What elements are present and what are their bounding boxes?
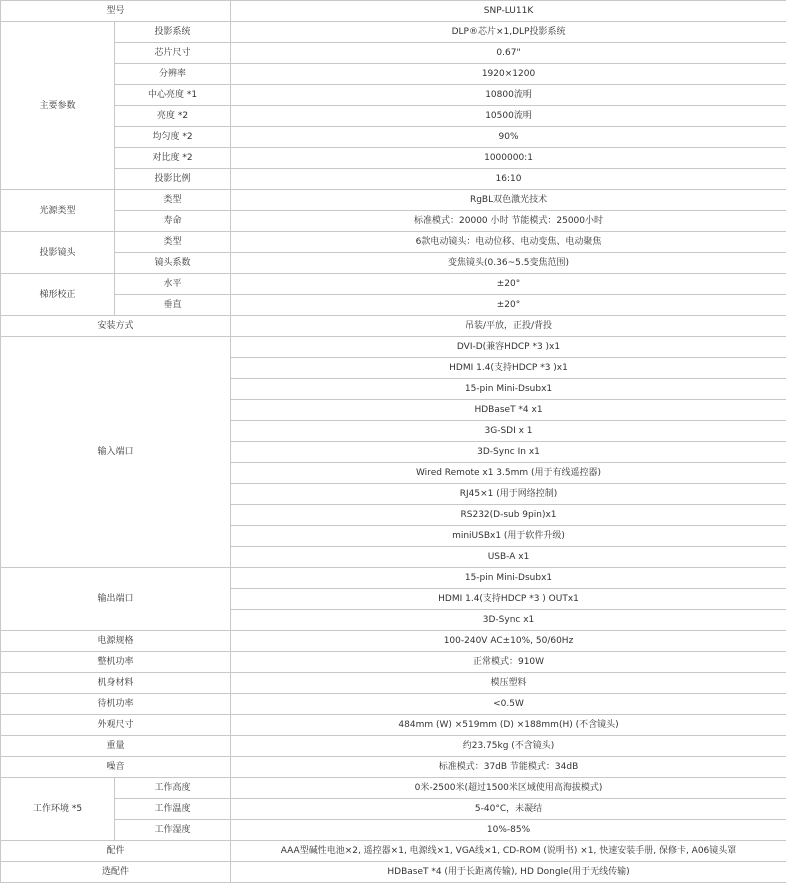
value-cell: 模压塑料: [231, 673, 786, 694]
value-cell: 5-40°C，未凝结: [231, 799, 786, 820]
table-row: [1, 190, 786, 211]
value-cell: AAA型碱性电池×2, 遥控器×1, 电源线×1, VGA线×1, CD-ROM (说明书) ×1, 快速安装手册, 保修卡, A06镜头罩: [231, 841, 786, 862]
value-cell: miniUSBx1 (用于软件升级): [231, 526, 786, 547]
table-row: [1, 337, 786, 358]
table-row: [1, 694, 786, 715]
value-cell: 吊装/平放，正投/背投: [231, 316, 786, 337]
table-row: [1, 85, 786, 106]
table-row: [1, 22, 786, 43]
table-row: [1, 211, 786, 232]
table-row: [1, 820, 786, 841]
table-row: [1, 106, 786, 127]
value-cell: ±20°: [231, 274, 786, 295]
table-row: [1, 778, 786, 799]
group-cell: 安装方式: [1, 316, 231, 337]
table-row: [1, 862, 786, 883]
table-row: [1, 1, 786, 22]
table-row: [1, 43, 786, 64]
table-row: [1, 799, 786, 820]
value-cell: 16:10: [231, 169, 786, 190]
value-cell: HDMI 1.4(支持HDCP *3 )x1: [231, 358, 786, 379]
value-cell: HDBaseT *4 x1: [231, 400, 786, 421]
group-cell: 输出端口: [1, 568, 231, 631]
item-cell: 工作湿度: [115, 820, 231, 841]
table-row: [1, 274, 786, 295]
table-row: [1, 715, 786, 736]
item-cell: 亮度 *2: [115, 106, 231, 127]
group-cell: 待机功率: [1, 694, 231, 715]
group-cell: 外观尺寸: [1, 715, 231, 736]
value-cell: RJ45×1 (用于网络控制): [231, 484, 786, 505]
value-cell: HDBaseT *4 (用于长距离传输), HD Dongle(用于无线传输): [231, 862, 786, 883]
value-cell: 变焦镜头(0.36~5.5变焦范围): [231, 253, 786, 274]
value-cell: 0.67": [231, 43, 786, 64]
item-cell: 水平: [115, 274, 231, 295]
group-cell: 选配件: [1, 862, 231, 883]
group-cell: 电源规格: [1, 631, 231, 652]
item-cell: 芯片尺寸: [115, 43, 231, 64]
item-cell: 寿命: [115, 211, 231, 232]
table-row: [1, 169, 786, 190]
value-cell: 6款电动镜头：电动位移、电动变焦、电动聚焦: [231, 232, 786, 253]
table-row: [1, 631, 786, 652]
table-row: [1, 64, 786, 85]
table-row: [1, 127, 786, 148]
table-row: [1, 568, 786, 589]
table-row: [1, 316, 786, 337]
item-cell: 均匀度 *2: [115, 127, 231, 148]
item-cell: 中心亮度 *1: [115, 85, 231, 106]
item-cell: 类型: [115, 190, 231, 211]
value-cell: 1000000:1: [231, 148, 786, 169]
group-cell: 主要参数: [1, 22, 115, 190]
value-cell: RS232(D-sub 9pin)x1: [231, 505, 786, 526]
value-cell: 484mm (W) ×519mm (D) ×188mm(H) (不含镜头): [231, 715, 786, 736]
table-row: [1, 841, 786, 862]
value-cell: 正常模式：910W: [231, 652, 786, 673]
item-cell: 工作温度: [115, 799, 231, 820]
value-cell: SNP-LU11K: [231, 1, 786, 22]
item-cell: 投影比例: [115, 169, 231, 190]
table-row: [1, 652, 786, 673]
value-cell: 3G-SDI x 1: [231, 421, 786, 442]
table-row: [1, 232, 786, 253]
value-cell: 10800流明: [231, 85, 786, 106]
value-cell: 标准模式：20000 小时 节能模式：25000小时: [231, 211, 786, 232]
item-cell: 对比度 *2: [115, 148, 231, 169]
group-cell: 配件: [1, 841, 231, 862]
value-cell: 0米-2500米(超过1500米区域使用高海拔模式): [231, 778, 786, 799]
table-row: [1, 736, 786, 757]
value-cell: <0.5W: [231, 694, 786, 715]
table-row: [1, 253, 786, 274]
value-cell: 标准模式：37dB 节能模式：34dB: [231, 757, 786, 778]
value-cell: ±20°: [231, 295, 786, 316]
group-cell: 投影镜头: [1, 232, 115, 274]
group-cell: 整机功率: [1, 652, 231, 673]
group-cell: 输入端口: [1, 337, 231, 568]
value-cell: 1920×1200: [231, 64, 786, 85]
value-cell: 10%-85%: [231, 820, 786, 841]
item-cell: 类型: [115, 232, 231, 253]
item-cell: 分辨率: [115, 64, 231, 85]
value-cell: 15-pin Mini-Dsubx1: [231, 568, 786, 589]
value-cell: 100-240V AC±10%, 50/60Hz: [231, 631, 786, 652]
table-row: [1, 673, 786, 694]
group-cell: 重量: [1, 736, 231, 757]
value-cell: 3D-Sync In x1: [231, 442, 786, 463]
value-cell: RgBL双色激光技术: [231, 190, 786, 211]
group-cell: 工作环境 *5: [1, 778, 115, 841]
group-cell: 噪音: [1, 757, 231, 778]
value-cell: HDMI 1.4(支持HDCP *3 ) OUTx1: [231, 589, 786, 610]
group-cell: 机身材料: [1, 673, 231, 694]
group-cell: 梯形校正: [1, 274, 115, 316]
group-cell: 光源类型: [1, 190, 115, 232]
value-cell: DLP®芯片×1,DLP投影系统: [231, 22, 786, 43]
value-cell: 90%: [231, 127, 786, 148]
value-cell: 15-pin Mini-Dsubx1: [231, 379, 786, 400]
value-cell: 约23.75kg (不含镜头): [231, 736, 786, 757]
table-row: [1, 295, 786, 316]
value-cell: 10500流明: [231, 106, 786, 127]
value-cell: Wired Remote x1 3.5mm (用于有线遥控器): [231, 463, 786, 484]
table-row: [1, 757, 786, 778]
item-cell: 垂直: [115, 295, 231, 316]
item-cell: 镜头系数: [115, 253, 231, 274]
value-cell: 3D-Sync x1: [231, 610, 786, 631]
item-cell: 工作高度: [115, 778, 231, 799]
value-cell: DVI-D(兼容HDCP *3 )x1: [231, 337, 786, 358]
item-cell: 投影系统: [115, 22, 231, 43]
table-row: [1, 148, 786, 169]
group-cell: 型号: [1, 1, 231, 22]
value-cell: USB-A x1: [231, 547, 786, 568]
